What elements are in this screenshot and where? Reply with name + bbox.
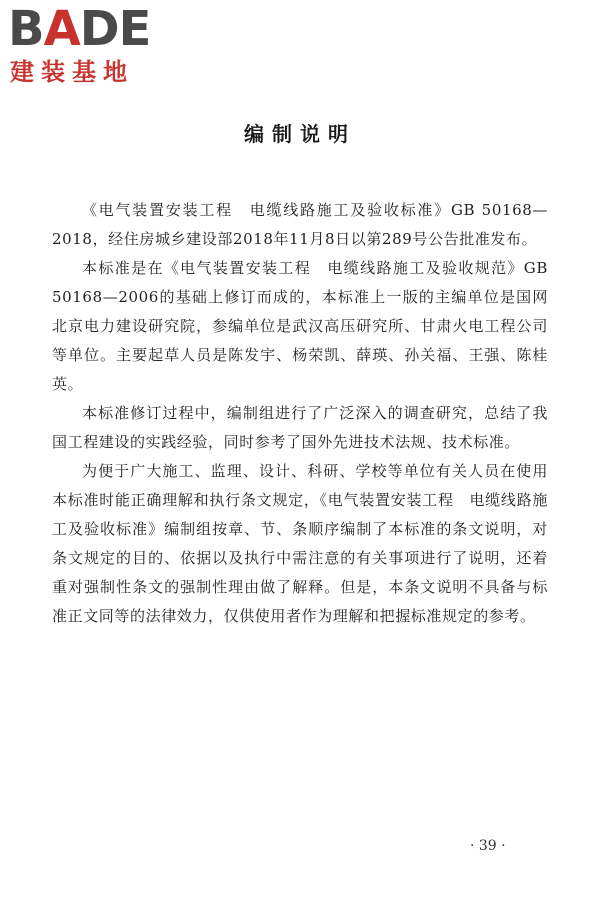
- body-text: [52, 196, 548, 631]
- page-title: 编制说明: [244, 122, 356, 146]
- page-number: · 39 ·: [470, 838, 506, 854]
- logo-letter-b: B: [8, 1, 44, 57]
- logo-letters-de: DE: [79, 1, 151, 57]
- paragraph: 本标准修订过程中，编制组进行了广泛深入的调查研究，总结了我国工程建设的实践经验，同时参考了国外先进技术法规、技术标准。: [52, 404, 548, 451]
- paragraph: 《电气装置安装工程 电缆线路施工及验收标准》GB 50168—2018，经住房城乡建设部2018年11月8日以第289号公告批准发布。: [52, 201, 548, 248]
- logo-letter-a: A: [43, 1, 80, 57]
- paragraph: 本标准是在《电气装置安装工程 电缆线路施工及验收规范》GB 50168—2006的基础上修订而成的，本标准上一版的主编单位是国网北京电力建设研究院，参编单位是武汉高压研究所、甘肃火电工程公司等单位。主要起草人员是陈发宇、杨荣凯、薛瑛、孙关福、王强、陈桂英。: [52, 259, 548, 393]
- paragraph: 为便于广大施工、监理、设计、科研、学校等单位有关人员在使用本标准时能正确理解和执行条文规定，《电气装置安装工程 电缆线路施工及验收标准》编制组按章、节、条顺序编制了本标准的条文说明，对条文规定的目的、依据以及执行中需注意的有关事项进行了说明，还着重对强制性条文的强制性理由做了解释。但是，本条文说明不具备与标准正文同等的法律效力，仅供使用者作为理解和把握标准规定的参考。: [52, 462, 548, 625]
- logo-subtitle: 建装基地: [10, 58, 134, 86]
- bade-logo: [8, 1, 178, 94]
- logo-wordmark: [8, 1, 151, 57]
